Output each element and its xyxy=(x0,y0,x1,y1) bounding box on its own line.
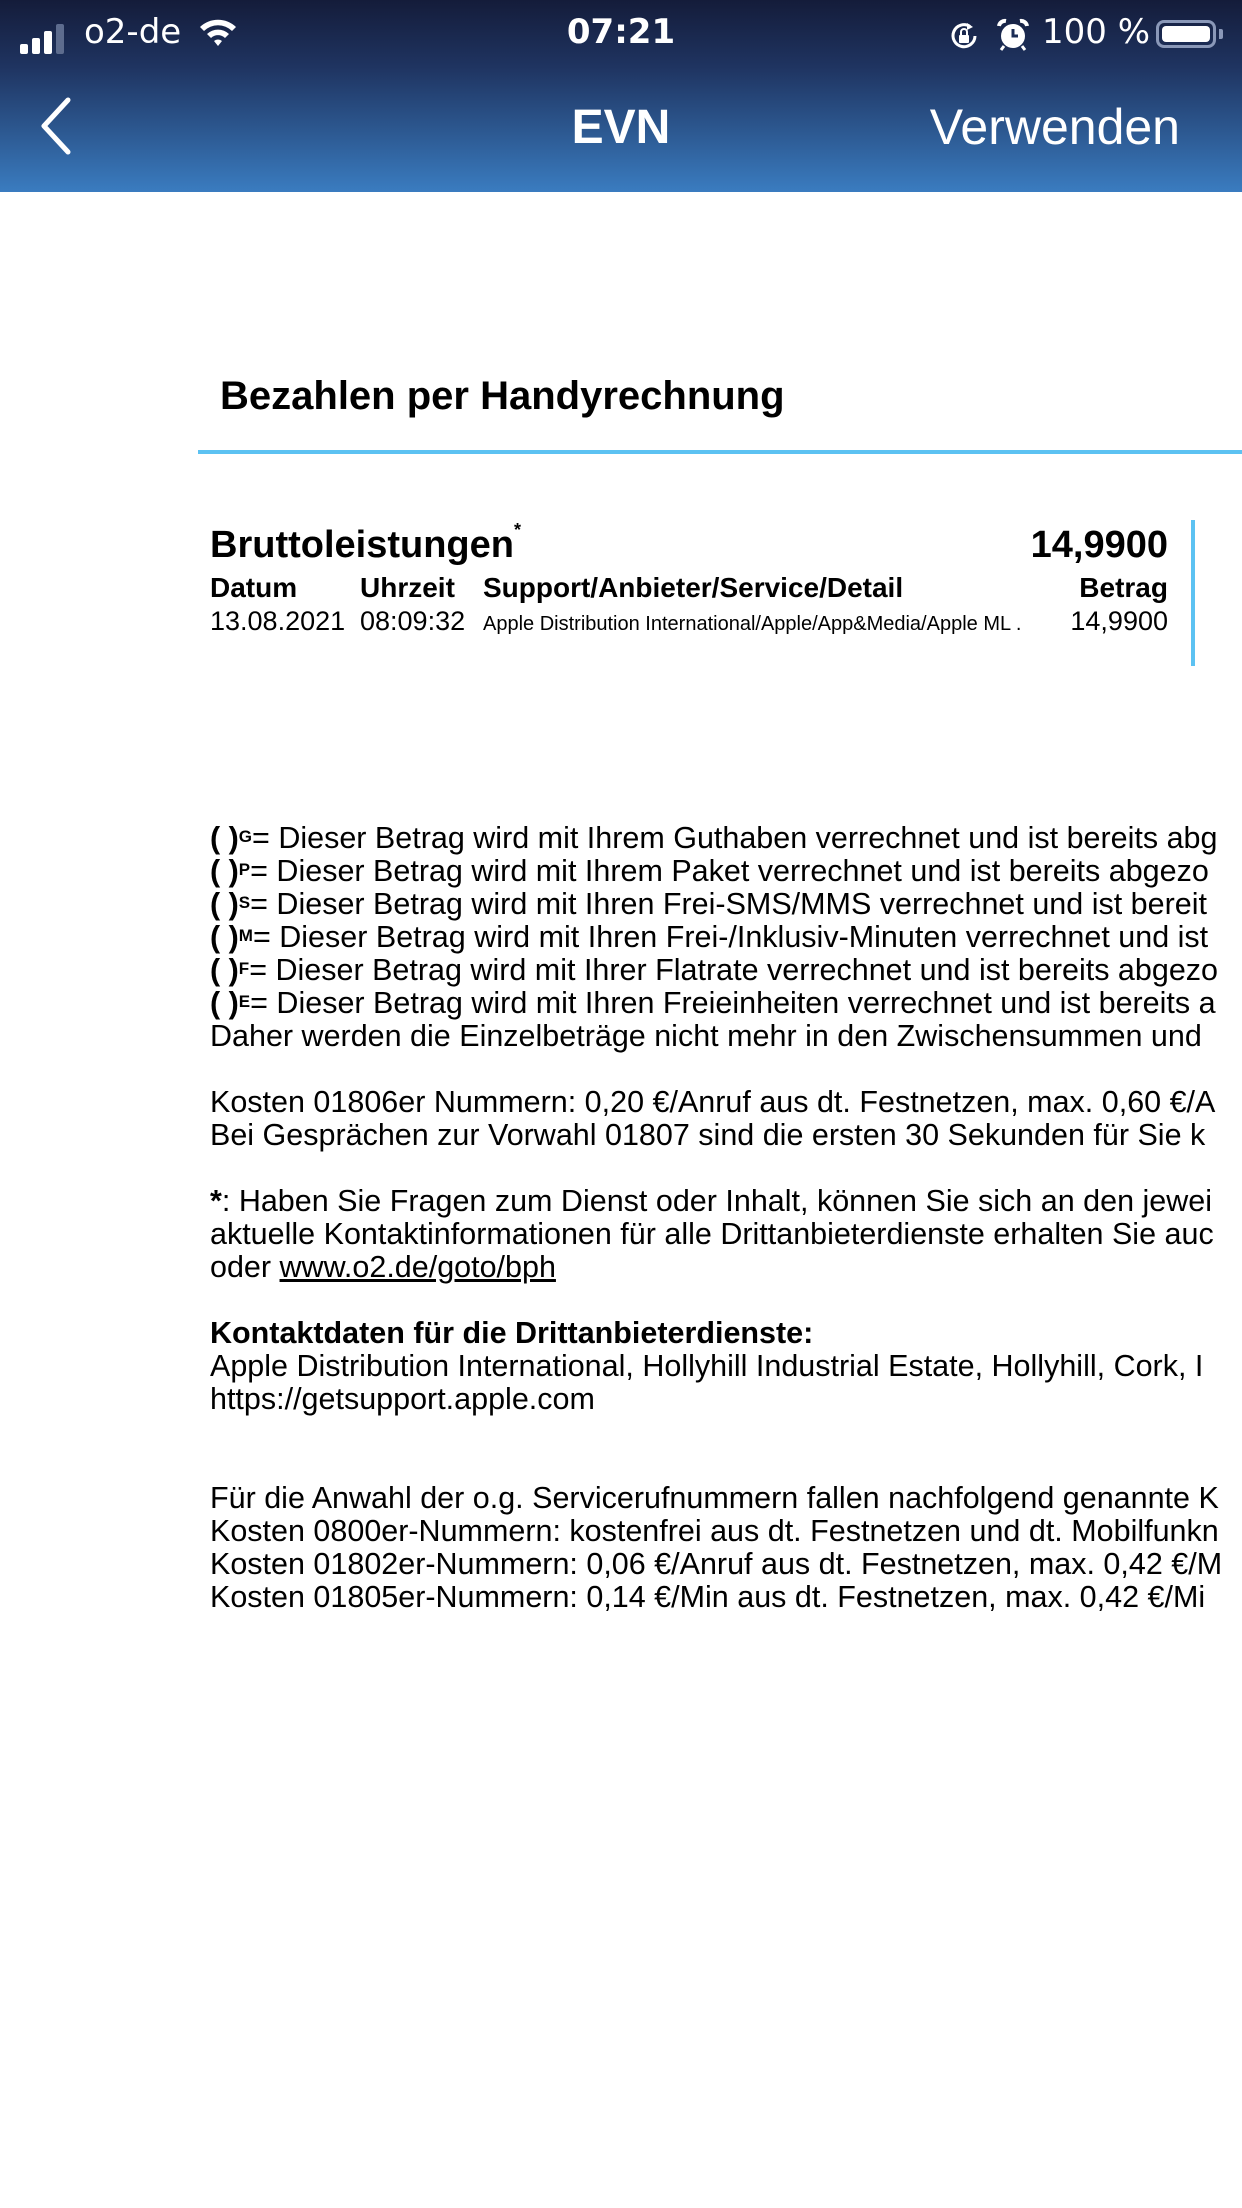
document-text xyxy=(210,822,1222,1614)
contact-url: https://getsupport.apple.com xyxy=(210,1382,595,1416)
legend-code: G xyxy=(238,827,253,846)
col-header-time: Uhrzeit xyxy=(360,572,455,603)
legend-code: E xyxy=(238,992,251,1011)
col-header-date: Datum xyxy=(210,572,298,603)
cost-line: Kosten 0800er-Nummern: kostenfrei aus dt. Festnetzen und dt. Mobilfunkn xyxy=(210,1514,1219,1548)
status-bar xyxy=(0,8,1242,56)
note-marker: * xyxy=(210,1184,222,1218)
legend-item xyxy=(210,888,1222,921)
legend-text: = Dieser Betrag wird mit Ihrer Flatrate verrechnet und ist bereits abgezo xyxy=(249,953,1218,987)
battery-tip xyxy=(1219,29,1223,39)
legend-text: = Dieser Betrag wird mit Ihrem Guthaben verrechnet und ist bereits abg xyxy=(252,821,1218,855)
legend-prefix: ( ) xyxy=(210,953,239,987)
row-amount: 14,9900 xyxy=(1070,606,1168,636)
legend-item xyxy=(210,954,1222,987)
note-line xyxy=(210,1251,1222,1284)
legend-prefix: ( ) xyxy=(210,920,239,954)
row-time: 08:09:32 xyxy=(360,606,466,636)
legend-text: = Dieser Betrag wird mit Ihren Frei-SMS/MMS verrechnet und ist bereit xyxy=(250,887,1207,921)
summary-amount: 14,9900 xyxy=(1030,524,1168,566)
row-date: 13.08.2021 xyxy=(210,606,346,636)
note-line: aktuelle Kontaktinformationen für alle Drittanbieterdienste erhalten Sie auc xyxy=(210,1217,1214,1251)
document-view[interactable] xyxy=(0,192,1242,2208)
summary-label xyxy=(210,520,521,567)
legend-item xyxy=(210,987,1222,1020)
col-header-detail: Support/Anbieter/Service/Detail xyxy=(483,572,904,603)
note-text: oder xyxy=(210,1250,280,1284)
legend-code: F xyxy=(238,959,250,978)
alarm-icon xyxy=(996,18,1030,52)
legend-item xyxy=(210,855,1222,888)
legend-prefix: ( ) xyxy=(210,821,239,855)
legend-text: = Dieser Betrag wird mit Ihren Frei-/Inklusiv-Minuten verrechnet und ist xyxy=(252,920,1209,954)
legend-prefix: ( ) xyxy=(210,887,239,921)
legend-item xyxy=(210,822,1222,855)
cost-line: Kosten 01806er Nummern: 0,20 €/Anruf aus dt. Festnetzen, max. 0,60 €/A xyxy=(210,1085,1216,1119)
section-title: Bezahlen per Handyrechnung xyxy=(220,374,785,418)
summary-marker: * xyxy=(513,520,521,540)
use-button[interactable]: Verwenden xyxy=(929,99,1180,155)
note-text: : Haben Sie Fragen zum Dienst oder Inhalt, können Sie sich an den jewei xyxy=(221,1184,1213,1218)
legend-code: P xyxy=(238,860,251,879)
carrier-label: o2-de xyxy=(84,12,182,52)
legend-item xyxy=(210,921,1222,954)
o2-link[interactable]: www.o2.de/goto/bph xyxy=(279,1250,556,1284)
cost-line: Kosten 01802er-Nummern: 0,06 €/Anruf aus dt. Festnetzen, max. 0,42 €/M xyxy=(210,1547,1223,1581)
contact-heading: Kontaktdaten für die Drittanbieterdienste: xyxy=(210,1316,814,1350)
legend-footer: Daher werden die Einzelbeträge nicht mehr in den Zwischensummen und xyxy=(210,1019,1202,1053)
legend-code: S xyxy=(238,893,251,912)
legend-text: = Dieser Betrag wird mit Ihrem Paket verrechnet und ist bereits abgezo xyxy=(250,854,1209,888)
battery-percent: 100 % xyxy=(1042,12,1151,52)
rotation-lock-icon xyxy=(948,20,980,52)
battery-icon xyxy=(1156,20,1216,48)
contact-address: Apple Distribution International, Hollyhill Industrial Estate, Hollyhill, Cork, I xyxy=(210,1349,1204,1383)
cost-line: Bei Gesprächen zur Vorwahl 01807 sind die ersten 30 Sekunden für Sie k xyxy=(210,1118,1206,1152)
section-divider xyxy=(198,450,1242,454)
app-header xyxy=(0,0,1242,192)
nav-title: EVN xyxy=(571,101,671,154)
cost-line: Für die Anwahl der o.g. Servicerufnummern fallen nachfolgend genannte K xyxy=(210,1481,1219,1515)
note-line xyxy=(210,1185,1222,1218)
legend-prefix: ( ) xyxy=(210,854,239,888)
summary-label-text: Bruttoleistungen xyxy=(210,524,514,566)
col-header-amount: Betrag xyxy=(1079,572,1168,603)
legend-prefix: ( ) xyxy=(210,986,239,1020)
status-time: 07:21 xyxy=(566,12,676,52)
amount-divider xyxy=(1191,520,1195,666)
cost-line: Kosten 01805er-Nummern: 0,14 €/Min aus dt. Festnetzen, max. 0,42 €/Mi xyxy=(210,1580,1206,1614)
legend-code: M xyxy=(238,926,253,945)
legend-text: = Dieser Betrag wird mit Ihren Freieinheiten verrechnet und ist bereits a xyxy=(250,986,1216,1020)
row-detail: Apple Distribution International/Apple/App&Media/Apple ML . xyxy=(483,613,1022,635)
